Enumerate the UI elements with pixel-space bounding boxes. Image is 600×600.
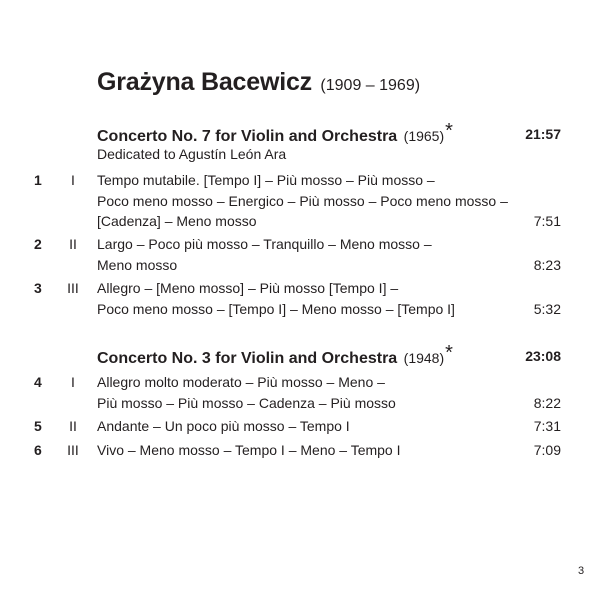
track-title-line: Poco meno mosso – Energico – Più mosso – Poco meno mosso – xyxy=(97,192,508,209)
footnote-asterisk: * xyxy=(445,120,453,142)
work-header xyxy=(0,342,600,368)
track-duration: 8:22 xyxy=(533,394,561,411)
track-title-line: Poco meno mosso – [Tempo I] – Meno mosso – [Tempo I] xyxy=(97,300,455,317)
work-title-text: Concerto No. 7 for Violin and Orchestra xyxy=(97,128,398,145)
work-duration: 21:57 xyxy=(525,126,561,142)
page-number: 3 xyxy=(578,565,585,577)
movement-number: II xyxy=(69,236,77,252)
track-number: 6 xyxy=(34,442,42,458)
work-concerto-3 xyxy=(0,342,600,368)
track-title-line: Andante – Un poco più mosso – Tempo I xyxy=(97,418,350,434)
track-number: 3 xyxy=(34,280,42,296)
footnote-asterisk: * xyxy=(445,342,453,364)
composer-heading xyxy=(97,68,420,97)
work-year: (1948) xyxy=(403,350,445,366)
work-dedication: Dedicated to Agustín León Ara xyxy=(97,146,287,162)
track-title-line: Tempo mutabile. [Tempo I] – Più mosso – Più mosso – xyxy=(97,172,435,188)
work-title xyxy=(97,342,453,369)
track-duration: 7:51 xyxy=(533,213,561,229)
track-number: 4 xyxy=(34,374,42,390)
composer-years: (1909 – 1969) xyxy=(320,77,421,94)
track-duration: 7:09 xyxy=(533,442,561,458)
work-header xyxy=(0,120,600,146)
track-duration: 8:23 xyxy=(533,256,561,273)
track-number: 5 xyxy=(34,418,42,434)
work-year: (1965) xyxy=(403,128,445,144)
track-number: 1 xyxy=(34,172,42,188)
track-title-line: Allegro molto moderato – Più mosso – Meno – xyxy=(97,374,385,390)
work-concerto-7 xyxy=(0,120,600,162)
track-duration: 7:31 xyxy=(533,418,561,434)
track-title-line: Più mosso – Più mosso – Cadenza – Più mosso xyxy=(97,394,396,411)
movement-number: III xyxy=(67,280,79,296)
work-title xyxy=(97,120,453,147)
track-number: 2 xyxy=(34,236,42,252)
composer-name: Grażyna Bacewicz xyxy=(97,68,312,96)
track-title-line: [Cadenza] – Meno mosso xyxy=(97,213,257,229)
track-title-line: Meno mosso xyxy=(97,256,178,273)
movement-number: I xyxy=(71,172,75,188)
movement-number: I xyxy=(71,374,75,390)
track-title-line: Vivo – Meno mosso – Tempo I – Meno – Tempo I xyxy=(97,442,401,458)
work-title-text: Concerto No. 3 for Violin and Orchestra xyxy=(97,350,398,367)
movement-number: II xyxy=(69,418,77,434)
track-title-line: Allegro – [Meno mosso] – Più mosso [Tempo I] – xyxy=(97,280,399,296)
work-duration: 23:08 xyxy=(525,348,561,364)
track-duration: 5:32 xyxy=(533,300,561,317)
movement-number: III xyxy=(67,442,79,458)
track-title-line: Largo – Poco più mosso – Tranquillo – Meno mosso – xyxy=(97,236,432,252)
